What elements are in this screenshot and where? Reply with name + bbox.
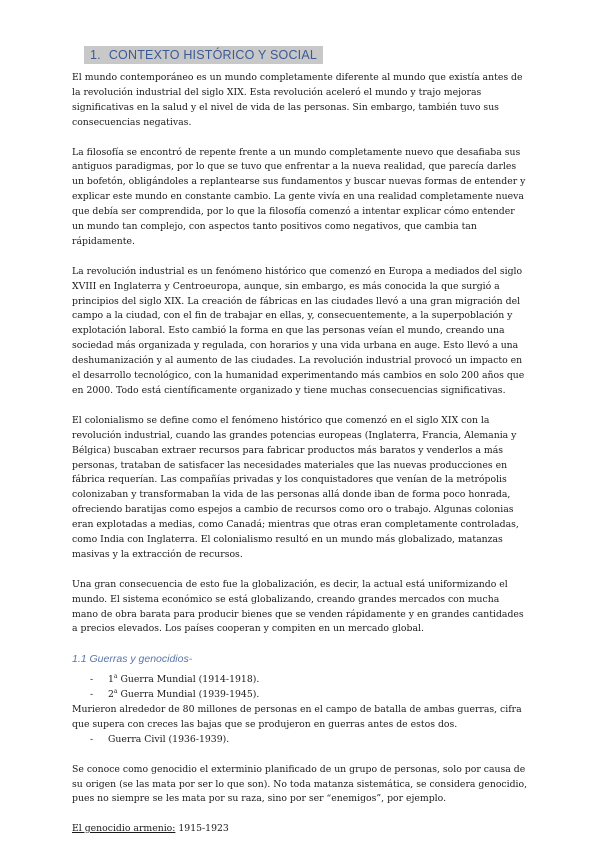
bullet-dash: - [90,689,94,701]
armenian-genocide-label: El genocidio armenio: [72,823,176,835]
paragraph-globalization: Una gran consecuencia de esto fue la globalización, es decir, la actual está uniformizando el mundo. El sistema económico se está globalizando, creando grandes mercados con mucha mano de obra barata para producir bienes que se venden rápidamente y en grandes cantidades a precios elevados. Los países cooperan y compiten en un mercado global. [72,578,524,635]
section-heading [84,46,323,64]
armenian-genocide-years: 1915-1923 [175,823,229,835]
war-ordinal: 2 [108,689,114,701]
section-number: 1. [90,48,101,62]
list-item [72,688,528,703]
paragraph-colonialism: El colonialismo se define como el fenómeno histórico que comenzó en el siglo XIX con la revolución industrial, cuando las grandes potencias europeas (Inglaterra, Francia, Alemania y Bélgica) buscaban extraer recursos para fabricar productos más baratos y venderlos a más personas, trataban de satisfacer las necesidades materiales que las nuevas producciones en fábrica requerían. Las compañías privadas y los conquistadores que venían de la metrópolis colonizaban y transformaban la vida de las personas allá donde iban de forma poco honrada, ofreciendo baratijas como espejos a cambio de recursos como oro o trabajo. Algunas colonias eran explotadas a medias, como Canadá; mientras que otras eran completamente controladas, como India con Inglaterra. El colonialismo resultó en un mundo más globalizado, matanzas masivas y la extracción de recursos. [72,414,519,560]
civil-war-label: Guerra Civil (1936-1939). [108,733,230,745]
subsection-heading: 1.1 Guerras y genocidios- [72,653,193,666]
paragraph-genocide: Se conoce como genocidio el exterminio planificado de un grupo de personas, solo por causa de su origen (se las mata por ser lo que son). No toda matanza sistemática, se considera genocidio, pues no siempre se les mata por su raza, sino por ser “enemigos”, por ejemplo. [72,763,528,805]
armenian-genocide-line [72,822,528,837]
war-label: Guerra Mundial (1914-1918). [117,674,260,686]
section-title: CONTEXTO HISTÓRICO Y SOCIAL [108,48,318,62]
paragraph-intro: El mundo contemporáneo es un mundo completamente diferente al mundo que existía antes de la revolución industrial del siglo XIX. Esta revolución aceleró el mundo y trajo mejoras significativas en la salud y el nivel de vida de las personas. Sin embargo, también tuvo sus consecuencias negativas. [72,72,523,128]
list-item [72,673,528,688]
war-ordinal-suffix: a [113,673,118,681]
paragraph-industrial-revolution: La revolución industrial es un fenómeno histórico que comenzó en Europa a mediados del siglo XVIII en Inglaterra y Centroeuropa, aunque, sin embargo, es más conocida la que surgió a principios del siglo XIX. La creación de fábricas en las ciudades llevó a una gran migración del campo a la ciudad, con el fin de trabajar en ellas, y, consecuentemente, a la superpoblación y explotación laboral. Esto cambió la forma en que las personas veían el mundo, creando una sociedad más organizada y regulada, con horarios y una vida urbana en auge. Esto llevó a una deshumanización y al aumento de las ciudades. La revolución industrial provocó un impacto en el desarrollo tecnológico, con la humanidad experimentando más cambios en solo 200 años que en 2000. Todo está científicamente organizado y tiene muchas consecuencias significativas. [72,265,525,396]
paragraph-deaths: Murieron alrededor de 80 millones de personas en el campo de batalla de ambas guerras, cifra que supera con creces las bajas que se produjeron en guerras antes de estos dos. [72,703,522,730]
war-ordinal-suffix: a [113,687,118,695]
list-item [72,733,528,748]
war-ordinal: 1 [108,674,114,686]
bullet-dash: - [90,674,94,686]
document-body [72,71,528,837]
war-label: Guerra Mundial (1939-1945). [117,689,260,701]
paragraph-philosophy: La filosofía se encontró de repente frente a un mundo completamente nuevo que desafiaba sus antiguos paradigmas, por lo que se tuvo que enfrentar a la nueva realidad, que parecía darles un bofetón, obligándoles a replantearse sus fundamentos y buscar nuevas formas de entender y explicar este mundo en constante cambio. La gente vivía en una realidad completamente nueva que debía ser comprendida, por lo que la filosofía comenzó a intentar explicar cómo entender un mundo tan complejo, con aspectos tanto positivos como negativos, que cambia tan rápidamente. [72,146,526,247]
bullet-dash: - [90,733,94,745]
